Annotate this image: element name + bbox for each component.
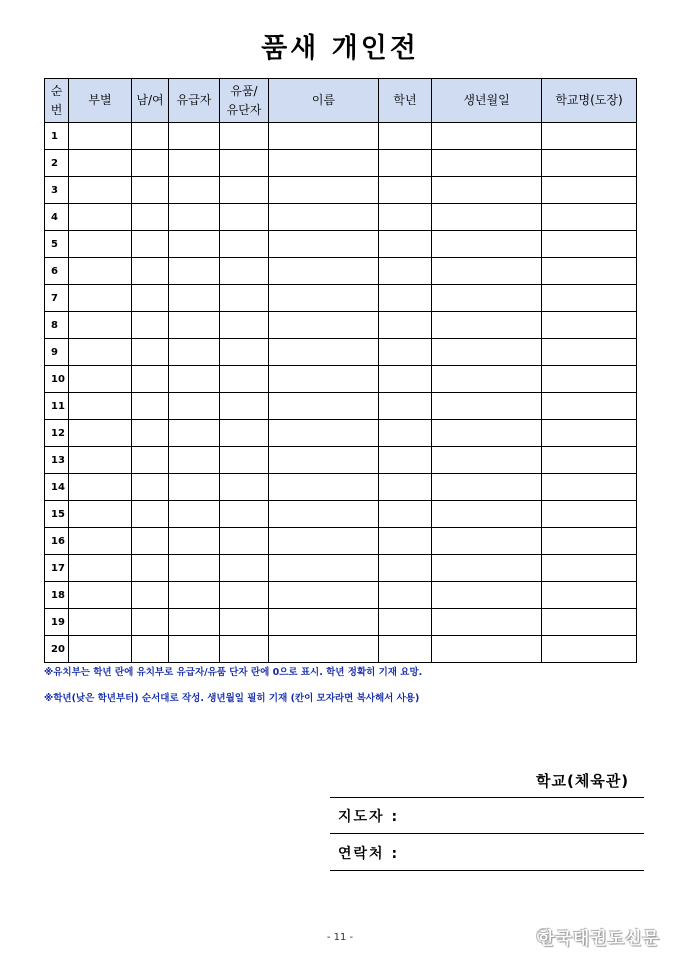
cell-division[interactable] <box>69 204 132 231</box>
cell-poom-dan[interactable] <box>220 123 269 150</box>
cell-poom-dan[interactable] <box>220 258 269 285</box>
cell-poom-dan[interactable] <box>220 528 269 555</box>
cell-division[interactable] <box>69 231 132 258</box>
cell-birthdate[interactable] <box>432 339 542 366</box>
table-row <box>45 636 637 663</box>
cell-school[interactable] <box>542 609 637 636</box>
cell-division[interactable] <box>69 366 132 393</box>
cell-school[interactable] <box>542 636 637 663</box>
row-number: 20 <box>45 636 69 663</box>
table-row <box>45 231 637 258</box>
cell-name[interactable] <box>269 150 379 177</box>
cell-name[interactable] <box>269 474 379 501</box>
cell-name[interactable] <box>269 231 379 258</box>
cell-gender[interactable] <box>132 312 169 339</box>
cell-gender[interactable] <box>132 177 169 204</box>
header-row <box>45 79 637 123</box>
cell-gender[interactable] <box>132 474 169 501</box>
divider <box>330 797 644 798</box>
cell-gender[interactable] <box>132 609 169 636</box>
table-row <box>45 555 637 582</box>
cell-school[interactable] <box>542 123 637 150</box>
header-poom-dan: 유품/ 유단자 <box>220 79 269 123</box>
cell-school[interactable] <box>542 339 637 366</box>
table-row <box>45 150 637 177</box>
cell-division[interactable] <box>69 636 132 663</box>
cell-kup[interactable] <box>169 285 220 312</box>
row-number: 13 <box>45 447 69 474</box>
cell-grade[interactable] <box>379 474 432 501</box>
cell-poom-dan[interactable] <box>220 339 269 366</box>
cell-gender[interactable] <box>132 555 169 582</box>
cell-poom-dan[interactable] <box>220 150 269 177</box>
entry-table <box>44 78 637 663</box>
cell-name[interactable] <box>269 123 379 150</box>
cell-kup[interactable] <box>169 447 220 474</box>
cell-grade[interactable] <box>379 582 432 609</box>
cell-name[interactable] <box>269 609 379 636</box>
cell-gender[interactable] <box>132 366 169 393</box>
table-row <box>45 528 637 555</box>
cell-birthdate[interactable] <box>432 312 542 339</box>
table-row <box>45 123 637 150</box>
cell-kup[interactable] <box>169 231 220 258</box>
row-number: 18 <box>45 582 69 609</box>
cell-division[interactable] <box>69 258 132 285</box>
cell-kup[interactable] <box>169 474 220 501</box>
cell-grade[interactable] <box>379 177 432 204</box>
cell-grade[interactable] <box>379 636 432 663</box>
cell-poom-dan[interactable] <box>220 177 269 204</box>
cell-gender[interactable] <box>132 393 169 420</box>
cell-kup[interactable] <box>169 420 220 447</box>
cell-kup[interactable] <box>169 528 220 555</box>
cell-school[interactable] <box>542 177 637 204</box>
cell-school[interactable] <box>542 447 637 474</box>
cell-poom-dan[interactable] <box>220 474 269 501</box>
cell-kup[interactable] <box>169 609 220 636</box>
cell-poom-dan[interactable] <box>220 447 269 474</box>
cell-poom-dan[interactable] <box>220 366 269 393</box>
cell-birthdate[interactable] <box>432 447 542 474</box>
contact-label: 연락처 : <box>338 846 400 862</box>
cell-gender[interactable] <box>132 528 169 555</box>
cell-name[interactable] <box>269 636 379 663</box>
cell-birthdate[interactable] <box>432 177 542 204</box>
cell-school[interactable] <box>542 258 637 285</box>
cell-gender[interactable] <box>132 420 169 447</box>
row-number: 15 <box>45 501 69 528</box>
cell-birthdate[interactable] <box>432 528 542 555</box>
row-number: 4 <box>45 204 69 231</box>
table-row <box>45 609 637 636</box>
cell-kup[interactable] <box>169 393 220 420</box>
cell-name[interactable] <box>269 420 379 447</box>
cell-birthdate[interactable] <box>432 555 542 582</box>
cell-name[interactable] <box>269 339 379 366</box>
header-gender: 남/여 <box>132 79 169 123</box>
cell-division[interactable] <box>69 447 132 474</box>
cell-grade[interactable] <box>379 528 432 555</box>
cell-kup[interactable] <box>169 312 220 339</box>
cell-school[interactable] <box>542 501 637 528</box>
cell-birthdate[interactable] <box>432 582 542 609</box>
header-division: 부별 <box>69 79 132 123</box>
coach-label: 지도자 : <box>338 809 400 825</box>
table-row <box>45 393 637 420</box>
cell-gender[interactable] <box>132 339 169 366</box>
row-number: 8 <box>45 312 69 339</box>
cell-poom-dan[interactable] <box>220 393 269 420</box>
row-number: 6 <box>45 258 69 285</box>
row-number: 11 <box>45 393 69 420</box>
row-number: 17 <box>45 555 69 582</box>
note-2: ※학년(낮은 학년부터) 순서대로 작성. 생년월일 필히 기재 (칸이 모자라면 복사해서 사용) <box>44 693 420 704</box>
cell-birthdate[interactable] <box>432 285 542 312</box>
cell-poom-dan[interactable] <box>220 231 269 258</box>
cell-grade[interactable] <box>379 312 432 339</box>
cell-gender[interactable] <box>132 150 169 177</box>
cell-school[interactable] <box>542 420 637 447</box>
table-row <box>45 258 637 285</box>
cell-poom-dan[interactable] <box>220 204 269 231</box>
cell-birthdate[interactable] <box>432 231 542 258</box>
page-title: 품새 개인전 <box>261 33 419 64</box>
cell-name[interactable] <box>269 501 379 528</box>
cell-grade[interactable] <box>379 258 432 285</box>
cell-kup[interactable] <box>169 204 220 231</box>
header-name: 이름 <box>269 79 379 123</box>
contact-signature-line[interactable] <box>330 870 644 871</box>
cell-birthdate[interactable] <box>432 150 542 177</box>
row-number: 16 <box>45 528 69 555</box>
cell-division[interactable] <box>69 501 132 528</box>
table-row <box>45 204 637 231</box>
cell-grade[interactable] <box>379 366 432 393</box>
cell-division[interactable] <box>69 582 132 609</box>
cell-division[interactable] <box>69 339 132 366</box>
cell-name[interactable] <box>269 285 379 312</box>
cell-poom-dan[interactable] <box>220 501 269 528</box>
cell-birthdate[interactable] <box>432 258 542 285</box>
cell-school[interactable] <box>542 366 637 393</box>
page-number: - 11 - <box>326 932 354 943</box>
cell-school[interactable] <box>542 231 637 258</box>
cell-name[interactable] <box>269 177 379 204</box>
coach-signature-line[interactable] <box>330 833 644 834</box>
table-row <box>45 339 637 366</box>
cell-kup[interactable] <box>169 582 220 609</box>
notes <box>44 666 644 718</box>
cell-name[interactable] <box>269 204 379 231</box>
cell-division[interactable] <box>69 393 132 420</box>
cell-poom-dan[interactable] <box>220 636 269 663</box>
cell-kup[interactable] <box>169 150 220 177</box>
table-row <box>45 474 637 501</box>
cell-gender[interactable] <box>132 501 169 528</box>
cell-kup[interactable] <box>169 123 220 150</box>
cell-division[interactable] <box>69 528 132 555</box>
cell-grade[interactable] <box>379 609 432 636</box>
cell-grade[interactable] <box>379 231 432 258</box>
cell-division[interactable] <box>69 609 132 636</box>
cell-gender[interactable] <box>132 204 169 231</box>
cell-birthdate[interactable] <box>432 366 542 393</box>
cell-poom-dan[interactable] <box>220 312 269 339</box>
cell-kup[interactable] <box>169 177 220 204</box>
row-number: 5 <box>45 231 69 258</box>
row-number: 12 <box>45 420 69 447</box>
row-number: 10 <box>45 366 69 393</box>
cell-birthdate[interactable] <box>432 393 542 420</box>
cell-grade[interactable] <box>379 150 432 177</box>
cell-school[interactable] <box>542 528 637 555</box>
cell-grade[interactable] <box>379 420 432 447</box>
cell-grade[interactable] <box>379 555 432 582</box>
cell-kup[interactable] <box>169 366 220 393</box>
header-grade: 학년 <box>379 79 432 123</box>
cell-division[interactable] <box>69 474 132 501</box>
cell-name[interactable] <box>269 555 379 582</box>
cell-division[interactable] <box>69 555 132 582</box>
table-row <box>45 285 637 312</box>
table-row <box>45 177 637 204</box>
cell-kup[interactable] <box>169 555 220 582</box>
cell-poom-dan[interactable] <box>220 420 269 447</box>
cell-school[interactable] <box>542 393 637 420</box>
table-row <box>45 420 637 447</box>
cell-poom-dan[interactable] <box>220 582 269 609</box>
cell-gender[interactable] <box>132 636 169 663</box>
cell-name[interactable] <box>269 258 379 285</box>
cell-school[interactable] <box>542 312 637 339</box>
cell-name[interactable] <box>269 528 379 555</box>
cell-poom-dan[interactable] <box>220 555 269 582</box>
cell-gender[interactable] <box>132 447 169 474</box>
header-school: 학교명(도장) <box>542 79 637 123</box>
cell-gender[interactable] <box>132 285 169 312</box>
cell-kup[interactable] <box>169 339 220 366</box>
row-number: 14 <box>45 474 69 501</box>
row-number: 9 <box>45 339 69 366</box>
cell-name[interactable] <box>269 312 379 339</box>
cell-grade[interactable] <box>379 123 432 150</box>
row-number: 7 <box>45 285 69 312</box>
table-row <box>45 501 637 528</box>
cell-grade[interactable] <box>379 285 432 312</box>
cell-birthdate[interactable] <box>432 474 542 501</box>
cell-school[interactable] <box>542 285 637 312</box>
cell-poom-dan[interactable] <box>220 285 269 312</box>
cell-poom-dan[interactable] <box>220 609 269 636</box>
cell-birthdate[interactable] <box>432 501 542 528</box>
cell-division[interactable] <box>69 123 132 150</box>
cell-name[interactable] <box>269 393 379 420</box>
header-birthdate: 생년월일 <box>432 79 542 123</box>
cell-school[interactable] <box>542 204 637 231</box>
cell-gender[interactable] <box>132 258 169 285</box>
cell-gender[interactable] <box>132 231 169 258</box>
cell-gender[interactable] <box>132 123 169 150</box>
school-label: 학교(체육관) <box>536 772 630 790</box>
cell-birthdate[interactable] <box>432 204 542 231</box>
cell-grade[interactable] <box>379 204 432 231</box>
note-1: ※유치부는 학년 란에 유치부로 유급자/유품 단자 란에 0으로 표시. 학년 정확히 기재 요망. <box>44 667 423 678</box>
cell-grade[interactable] <box>379 501 432 528</box>
table-row <box>45 366 637 393</box>
cell-birthdate[interactable] <box>432 420 542 447</box>
cell-name[interactable] <box>269 366 379 393</box>
cell-school[interactable] <box>542 582 637 609</box>
cell-grade[interactable] <box>379 393 432 420</box>
cell-grade[interactable] <box>379 339 432 366</box>
cell-name[interactable] <box>269 447 379 474</box>
watermark: 한국태권도신문 <box>538 929 660 949</box>
cell-birthdate[interactable] <box>432 123 542 150</box>
cell-kup[interactable] <box>169 258 220 285</box>
cell-name[interactable] <box>269 582 379 609</box>
header-kup: 유급자 <box>169 79 220 123</box>
row-number: 3 <box>45 177 69 204</box>
cell-school[interactable] <box>542 150 637 177</box>
row-number: 2 <box>45 150 69 177</box>
header-seq: 순 번 <box>45 79 69 123</box>
cell-division[interactable] <box>69 312 132 339</box>
table-row <box>45 447 637 474</box>
cell-division[interactable] <box>69 150 132 177</box>
cell-division[interactable] <box>69 177 132 204</box>
row-number: 1 <box>45 123 69 150</box>
cell-birthdate[interactable] <box>432 636 542 663</box>
table-row <box>45 582 637 609</box>
table-row <box>45 312 637 339</box>
cell-division[interactable] <box>69 420 132 447</box>
cell-division[interactable] <box>69 285 132 312</box>
cell-school[interactable] <box>542 474 637 501</box>
cell-gender[interactable] <box>132 582 169 609</box>
row-number: 19 <box>45 609 69 636</box>
cell-kup[interactable] <box>169 501 220 528</box>
cell-school[interactable] <box>542 555 637 582</box>
cell-birthdate[interactable] <box>432 609 542 636</box>
cell-grade[interactable] <box>379 447 432 474</box>
cell-kup[interactable] <box>169 636 220 663</box>
